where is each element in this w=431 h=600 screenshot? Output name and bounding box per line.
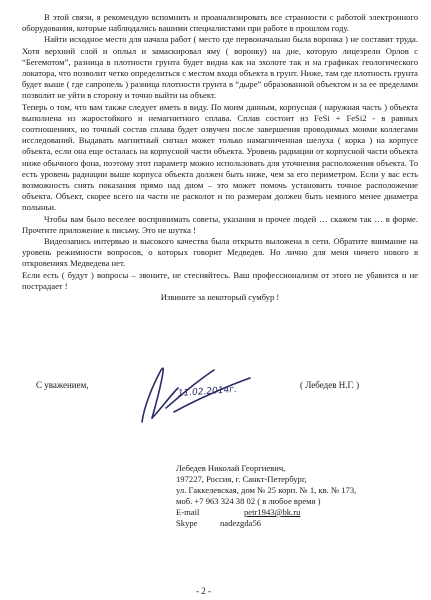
paragraph-6: Если есть ( будут ) вопросы – звоните, не стесняйтесь. Ваш профессионализм от этого не убавится и не пострадает ! (22, 269, 418, 291)
paragraph-7: Извините за некоторый сумбур ! (160, 292, 280, 303)
contact-name: Лебедев Николай Георгиевич, (176, 463, 286, 473)
page-number: - 2 - (196, 586, 211, 596)
skype-label: Skype (176, 518, 198, 528)
email-label: E-mail (176, 507, 200, 517)
paragraph-1: В этой связи, я рекомендую вспомнить и проанализировать все странности с работой электронного оборудования, которые наблюдались вашими специалистами при работе в прошлом году. (22, 12, 418, 34)
signature-date: 11.02.2014г. (177, 384, 238, 399)
letter-body (22, 12, 418, 303)
paragraph-4: Чтобы вам было веселее воспринимать советы, указания и прочее людей … скажем так … в форме. Прочтите приложение к письму. Это не шутка ! (22, 213, 418, 235)
contact-phone: моб. +7 963 324 38 02 ( в любое время ) (176, 496, 321, 506)
contact-address-1: 197227, Россия, г. Санкт-Петербург, (176, 474, 307, 484)
email-link[interactable]: petr1943@bk.ru (244, 507, 301, 517)
regards-text: С уважением, (36, 380, 89, 390)
paragraph-3: Теперь о том, что вам также следует иметь в виду. По моим данным, корпусная ( наружная часть ) объекта выполнена из жаростойкого и немагнитного сплава. Сплав состоит из FeSi + FeSi2 - в равных соотношениях, но точный состав сплава будет озвучен после завершения проводимых моими коллегами исследований. Выдавать магнитный сигнал может только намагниченная шелуха ( корка ) на корпусе объекта, если она еще осталась на корпусной части объекта. Уровень радиации от корпусной части объекта ниже обычного фона, поэтому этот параметр можно использовать для уточнения расположения объекта. То есть уровень радиации выше корпуса объекта должен быть ниже, чем за его периметром. Если у вас есть возможность снять показания прямо над дном – это может помочь установить точное расположение объекта. Объект, скорее всего на части не расколот и по размерам должен быть немного менее диаметра полыньи. (22, 101, 418, 213)
paragraph-5: Видеозапись интервью и высокого качества была открыто выложена в сети. Обратите внимание на уровень режимности вопросов, о которых говорит Медведев. Но лично для меня ничего нового в откровениях Медведева нет. (22, 236, 418, 269)
handwritten-signature (122, 352, 307, 432)
signed-name: ( Лебедев Н.Г. ) (300, 380, 360, 390)
contact-skype-row (176, 518, 421, 529)
contact-email-row (176, 507, 421, 518)
contact-address-2: ул. Гаккелевская, дом № 25 корп. № 1, кв. № 173, (176, 485, 357, 495)
paragraph-2: Найти исходное место для начала работ ( место где первоначально была воронка ) не составит труда. Хотя верхний слой и оплыл и замаскировал яму ( воронку) на дне, которую лицезрели Орлов с “Бегемотом”, разница в плотности грунта будет видна как на эхолоте так и на графиках геологического локатора, что позволит четко определиться с местом входа объекта в грунт. Ниже, там где плотность грунта будет выше ( где сапропель ) разница плотности грунта в “дыре” образованной объектом и за ее пределами позволит не уйти в сторону и точно выйти на объект. (22, 34, 418, 101)
contact-block (176, 463, 421, 529)
skype-handle: nadezgda56 (220, 518, 262, 528)
